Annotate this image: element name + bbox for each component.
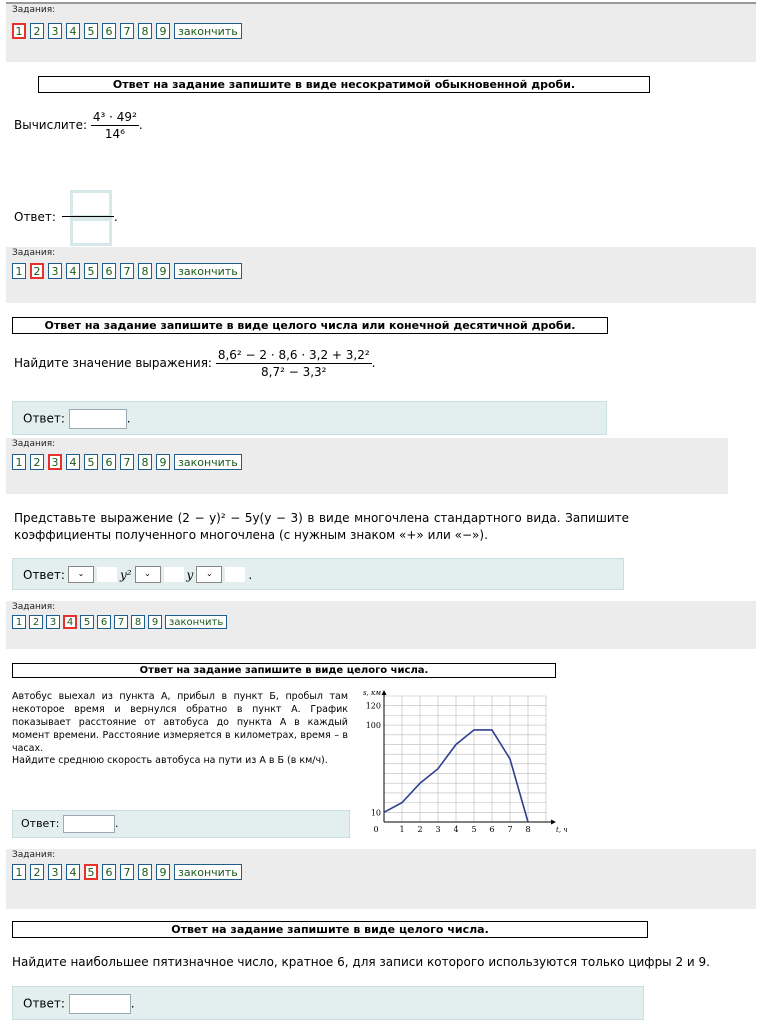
nav-button-3[interactable]: 3 — [48, 263, 62, 279]
coef-input-1[interactable] — [97, 567, 117, 582]
nav-button-8[interactable]: 8 — [138, 454, 152, 470]
finish-button[interactable]: закончить — [174, 454, 242, 470]
nav-button-6[interactable]: 6 — [102, 23, 116, 39]
task-5-answer-box — [12, 986, 644, 1020]
sign-select-1[interactable]: ⌄ — [68, 566, 94, 583]
fraction-denominator: 14⁶ — [104, 127, 125, 141]
task-4-text: Автобус выехал из пункта А, прибыл в пункт Б, пробыл там некоторое время и вернулся обратно в пункт А. График показывает расстояние от автобуса до пункта А в каждый момент времени. Расстояние измеряется в километрах, время – в часах. — [12, 691, 348, 754]
task-2-answer-box — [12, 401, 607, 435]
nav-button-5[interactable]: 5 — [84, 263, 98, 279]
nav-button-1[interactable]: 1 — [12, 864, 26, 880]
nav-button-2[interactable]: 2 — [30, 263, 44, 279]
coef-input-2[interactable] — [164, 567, 184, 582]
nav-buttons — [12, 454, 242, 470]
nav-button-8[interactable]: 8 — [138, 23, 152, 39]
nav-button-5[interactable]: 5 — [84, 23, 98, 39]
nav-button-3[interactable]: 3 — [48, 23, 62, 39]
nav-button-4[interactable]: 4 — [66, 23, 80, 39]
task-nav-5 — [6, 849, 756, 909]
prompt-text: Вычислите: — [14, 118, 88, 132]
x-tick-label: 2 — [417, 825, 423, 834]
nav-button-4[interactable]: 4 — [66, 864, 80, 880]
x-tick-label: 1 — [399, 825, 405, 834]
task-nav-2 — [6, 247, 756, 303]
task-2-instruction: Ответ на задание запишите в виде целого числа или конечной десятичной дроби. — [12, 317, 608, 334]
nav-label: Задания: — [12, 248, 56, 258]
task-5-answer: Ответ: . — [23, 994, 135, 1014]
task-nav-3 — [6, 438, 728, 494]
answer-input[interactable] — [63, 815, 115, 833]
finish-button[interactable]: закончить — [165, 615, 227, 629]
finish-button[interactable]: закончить — [174, 23, 242, 39]
coef-input-3[interactable] — [225, 567, 245, 582]
sign-select-2[interactable]: ⌄ — [135, 566, 161, 583]
x-tick-label: 3 — [435, 825, 441, 834]
task-3-answer-box — [12, 558, 624, 590]
nav-button-4[interactable]: 4 — [66, 263, 80, 279]
y-tick-label: 120 — [365, 701, 381, 711]
nav-button-1[interactable]: 1 — [12, 263, 26, 279]
nav-button-9[interactable]: 9 — [156, 454, 170, 470]
answer-label: Ответ: — [21, 817, 60, 830]
fraction-numerator: 4³ · 49² — [92, 110, 137, 124]
nav-button-3[interactable]: 3 — [46, 615, 60, 629]
task-3-text: Представьте выражение (2 − y)² − 5y(y − 3) в виде многочлена стандартного вида. Запишите коэффициенты полученного многочлена (с нужным знаком «+» или «−»). — [14, 511, 629, 542]
y-tick-label: 10 — [370, 808, 381, 818]
nav-label: Задания: — [12, 850, 56, 860]
answer-label: Ответ: — [23, 411, 65, 426]
distance-time-chart — [356, 688, 568, 836]
nav-button-5[interactable]: 5 — [84, 864, 98, 880]
x-tick-label: 0 — [373, 825, 379, 834]
task-4-answer: Ответ: . — [21, 815, 118, 833]
task-1-fraction — [91, 110, 139, 141]
nav-button-6[interactable]: 6 — [102, 454, 116, 470]
nav-button-6[interactable]: 6 — [102, 864, 116, 880]
x-axis-arrow — [551, 820, 556, 825]
nav-label: Задания: — [12, 602, 56, 612]
y-axis-label: s, км — [362, 689, 381, 697]
nav-button-9[interactable]: 9 — [148, 615, 162, 629]
task-nav-4 — [6, 601, 756, 649]
nav-buttons — [12, 864, 242, 880]
nav-buttons — [12, 615, 227, 629]
y-label: y — [186, 567, 194, 582]
nav-button-8[interactable]: 8 — [138, 263, 152, 279]
task-1-answer: Ответ: . — [14, 190, 118, 244]
nav-button-6[interactable]: 6 — [97, 615, 111, 629]
task-2-answer: Ответ: . — [23, 409, 131, 429]
nav-button-2[interactable]: 2 — [30, 23, 44, 39]
answer-label: Ответ: — [23, 567, 65, 582]
task-1-prompt: Вычислите: $\frac{\text{4³ · 49²}}{\text{14⁶}}$ . — [14, 110, 143, 141]
nav-button-4[interactable]: 4 — [63, 615, 77, 629]
finish-button[interactable]: закончить — [174, 263, 242, 279]
x-tick-label: 7 — [507, 825, 513, 834]
nav-button-1[interactable]: 1 — [12, 23, 26, 39]
prompt-text: Найдите значение выражения: — [14, 356, 212, 370]
fraction-denominator-input[interactable] — [70, 218, 112, 246]
task-5-text: Найдите наибольшее пятизначное число, кратное 6, для записи которого используются только цифры 2 и 9. — [12, 955, 710, 969]
nav-button-2[interactable]: 2 — [29, 615, 43, 629]
nav-button-7[interactable]: 7 — [120, 263, 134, 279]
nav-button-7[interactable]: 7 — [120, 864, 134, 880]
nav-button-8[interactable]: 8 — [131, 615, 145, 629]
fraction-denominator: 8,7² − 3,3² — [261, 365, 327, 379]
nav-button-3[interactable]: 3 — [48, 454, 62, 470]
task-4-answer-box — [12, 810, 350, 838]
nav-button-7[interactable]: 7 — [120, 454, 134, 470]
nav-button-2[interactable]: 2 — [30, 454, 44, 470]
nav-buttons — [12, 23, 242, 39]
task-2-fraction — [216, 348, 372, 379]
y-tick-label: 100 — [365, 721, 381, 731]
fraction-numerator: 8,6² − 2 · 8,6 · 3,2 + 3,2² — [217, 348, 370, 362]
x-tick-label: 4 — [453, 825, 459, 834]
nav-button-1[interactable]: 1 — [12, 454, 26, 470]
nav-button-9[interactable]: 9 — [156, 864, 170, 880]
task-1-instruction: Ответ на задание запишите в виде несократимой обыкновенной дроби. — [38, 76, 650, 93]
nav-button-5[interactable]: 5 — [84, 454, 98, 470]
nav-button-3[interactable]: 3 — [48, 864, 62, 880]
task-2-prompt: Найдите значение выражения: $\frac{\text{8,6² − 2 · 8,6 · 3,2 + 3,2²}}{\text{8,7² − 3,3²}}$ . — [14, 348, 376, 379]
answer-label: Ответ: — [23, 996, 65, 1011]
y-squared-label: y² — [119, 567, 132, 582]
x-tick-label: 6 — [489, 825, 495, 834]
y-axis-arrow — [382, 690, 387, 695]
task-3-answer: Ответ: ⌄ y² ⌄ y ⌄ . — [23, 567, 253, 582]
task-5-instruction: Ответ на задание запишите в виде целого числа. — [12, 921, 648, 938]
x-tick-label: 5 — [471, 825, 477, 834]
task-nav-1 — [6, 2, 756, 62]
fraction-numerator-input[interactable] — [70, 190, 112, 218]
sign-select-3[interactable]: ⌄ — [196, 566, 222, 583]
fraction-line — [62, 216, 114, 217]
nav-button-1[interactable]: 1 — [12, 615, 26, 629]
nav-button-7[interactable]: 7 — [114, 615, 128, 629]
finish-button[interactable]: закончить — [174, 864, 242, 880]
nav-button-6[interactable]: 6 — [102, 263, 116, 279]
task-4-question: Найдите среднюю скорость автобуса на пути из А в Б (в км/ч). — [12, 755, 328, 766]
nav-buttons — [12, 263, 242, 279]
nav-button-8[interactable]: 8 — [138, 864, 152, 880]
task-4-instruction: Ответ на задание запишите в виде целого числа. — [12, 663, 556, 678]
answer-label: Ответ: — [14, 210, 56, 224]
answer-input[interactable] — [69, 994, 131, 1014]
answer-input[interactable] — [69, 409, 127, 429]
x-axis-label: t, ч — [556, 826, 568, 834]
nav-label: Задания: — [12, 5, 56, 15]
nav-button-4[interactable]: 4 — [66, 454, 80, 470]
nav-label: Задания: — [12, 439, 56, 449]
nav-button-9[interactable]: 9 — [156, 263, 170, 279]
nav-button-5[interactable]: 5 — [80, 615, 94, 629]
nav-button-2[interactable]: 2 — [30, 864, 44, 880]
x-tick-label: 8 — [525, 825, 531, 834]
nav-button-7[interactable]: 7 — [120, 23, 134, 39]
nav-button-9[interactable]: 9 — [156, 23, 170, 39]
